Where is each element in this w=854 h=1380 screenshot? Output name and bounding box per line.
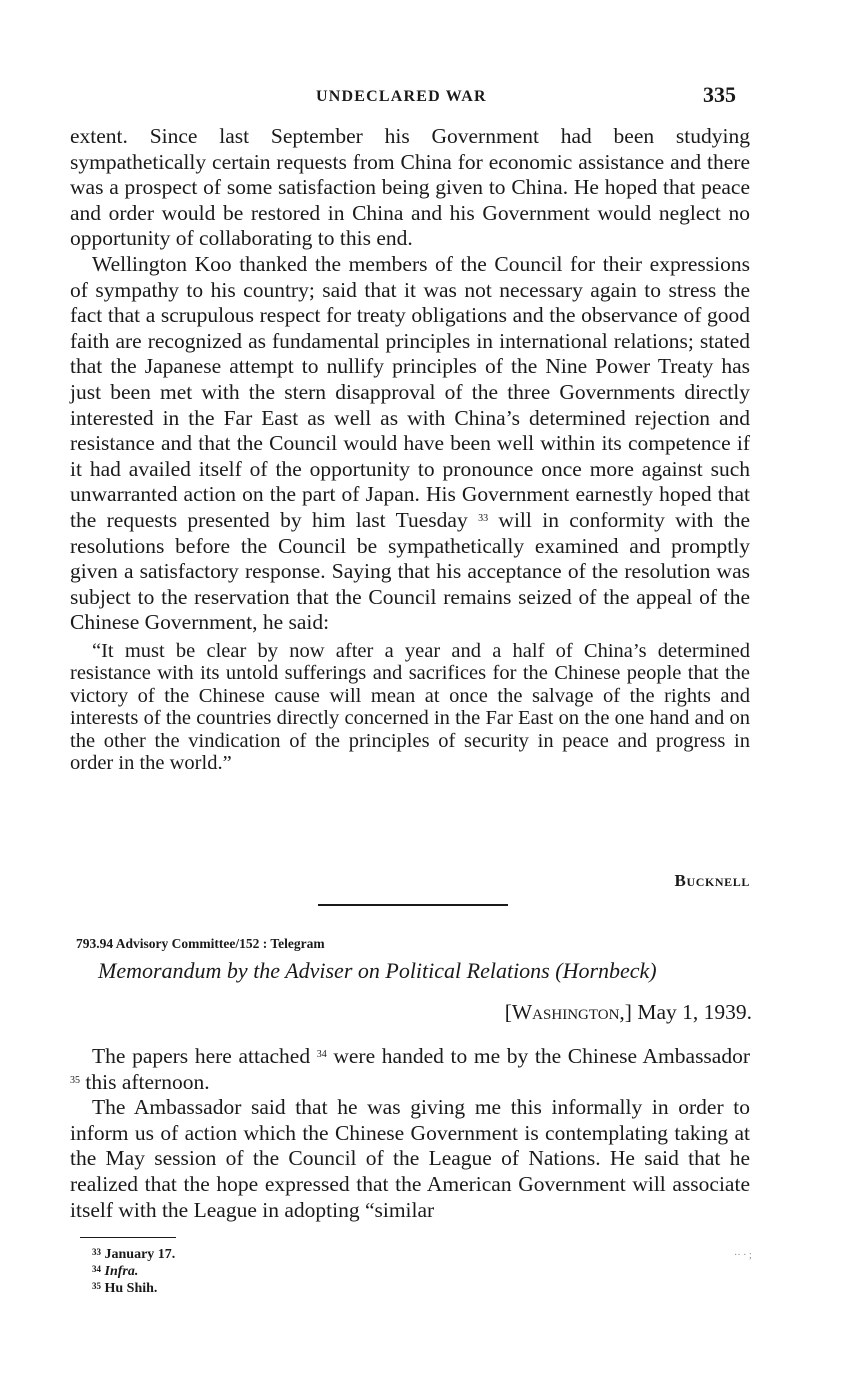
footnote-text: January 17. — [104, 1247, 176, 1262]
paragraph-text: Wellington Koo thanked the members of the Council for their expressions of sympathy to his country; said that it was not necessary again to stress the fact that a scrupulous respect for treaty obligations and the observance of good faith are recognized as fundamental principles in international relations; stated that the Japanese attempt to nullify principles of the Nine Power Treaty has just been met with the stern disapproval of the three Governments directly interested in the Far East as well as with China’s determined rejection and resistance and that the Council would have been well within its competence if it had availed itself of the opportunity to pronounce once more against such unwarranted action on the part of Japan. His Government earnestly hoped that the requests presented by him last Tuesday — [70, 251, 750, 532]
file-reference: 793.94 Advisory Committee/152 : Telegram — [76, 936, 325, 951]
paragraph-text: were handed to me by the Chinese Ambassador — [333, 1044, 751, 1068]
footnotes — [92, 1246, 175, 1297]
footnote-34 — [92, 1263, 175, 1280]
dateline-place: [Washington,] — [504, 1000, 632, 1024]
section-divider — [318, 904, 508, 906]
block-quote: “It must be clear by now after a year and a half of China’s determined resistance with its untold sufferings and sacrifices for the Chinese people that the victory of the Chinese cause will mean at once the salvage of the rights and interests of the countries directly concerned in the Far East on the one hand and on the other the vindication of the principles of security in peace and progress in order in the world.” — [70, 639, 750, 775]
paragraph-text: this afternoon. — [85, 1069, 210, 1094]
dateline-date: May 1, 1939. — [637, 1000, 752, 1024]
paragraph-papers-attached — [70, 1044, 750, 1095]
footnote-mark: 35 — [92, 1281, 101, 1291]
footnote-text: Hu Shih. — [104, 1281, 158, 1296]
footnote-mark: 33 — [92, 1247, 101, 1257]
dateline — [505, 1000, 752, 1025]
page-number: 335 — [703, 82, 736, 107]
paragraph-wellington-koo — [70, 252, 750, 636]
footnote-ref-35: 35 — [70, 1074, 80, 1086]
footnote-ref-33: 33 — [478, 512, 489, 524]
paragraph-text: The papers here attached — [92, 1044, 311, 1068]
margin-mark: ·· · ; — [734, 1250, 752, 1261]
paragraph-ambassador: The Ambassador said that he was giving me this informally in order to inform us of action which the Chinese Government is contemplating taking at the May session of the Council of the League of Nations. He said that he realized that the hope expressed that the American Government will associate itself with the League in adopting “similar — [70, 1095, 750, 1222]
footnote-divider — [80, 1237, 176, 1238]
memo-text-block — [70, 1044, 750, 1223]
paragraph-continuation: extent. Since last September his Government had been studying sympathetically certain requests from China for economic assistance and there was a prospect of some satisfaction being given to China. He hoped that peace and order would be restored in China and his Government would neglect no opportunity of collaborating to this end. — [70, 124, 750, 251]
footnote-33 — [92, 1246, 175, 1263]
footnote-ref-34: 34 — [316, 1049, 327, 1060]
footnote-mark: 34 — [92, 1264, 101, 1274]
paragraph-text: will in conformity with the resolutions before the Council be sympathetically examined and promptly given a satisfactory response. Saying that his acceptance of the resolution was subject to the reservation that the Council remains seized of the appeal of the Chinese Government, he said: — [70, 507, 751, 635]
signature: Bucknell — [674, 871, 750, 890]
document-title: Memorandum by the Adviser on Political Relations (Hornbeck) — [98, 958, 657, 983]
running-head — [0, 82, 854, 112]
running-title: UNDECLARED WAR — [316, 88, 487, 105]
continued-text-block — [70, 124, 750, 775]
footnote-35 — [92, 1280, 175, 1297]
footnote-text: Infra. — [104, 1264, 139, 1279]
